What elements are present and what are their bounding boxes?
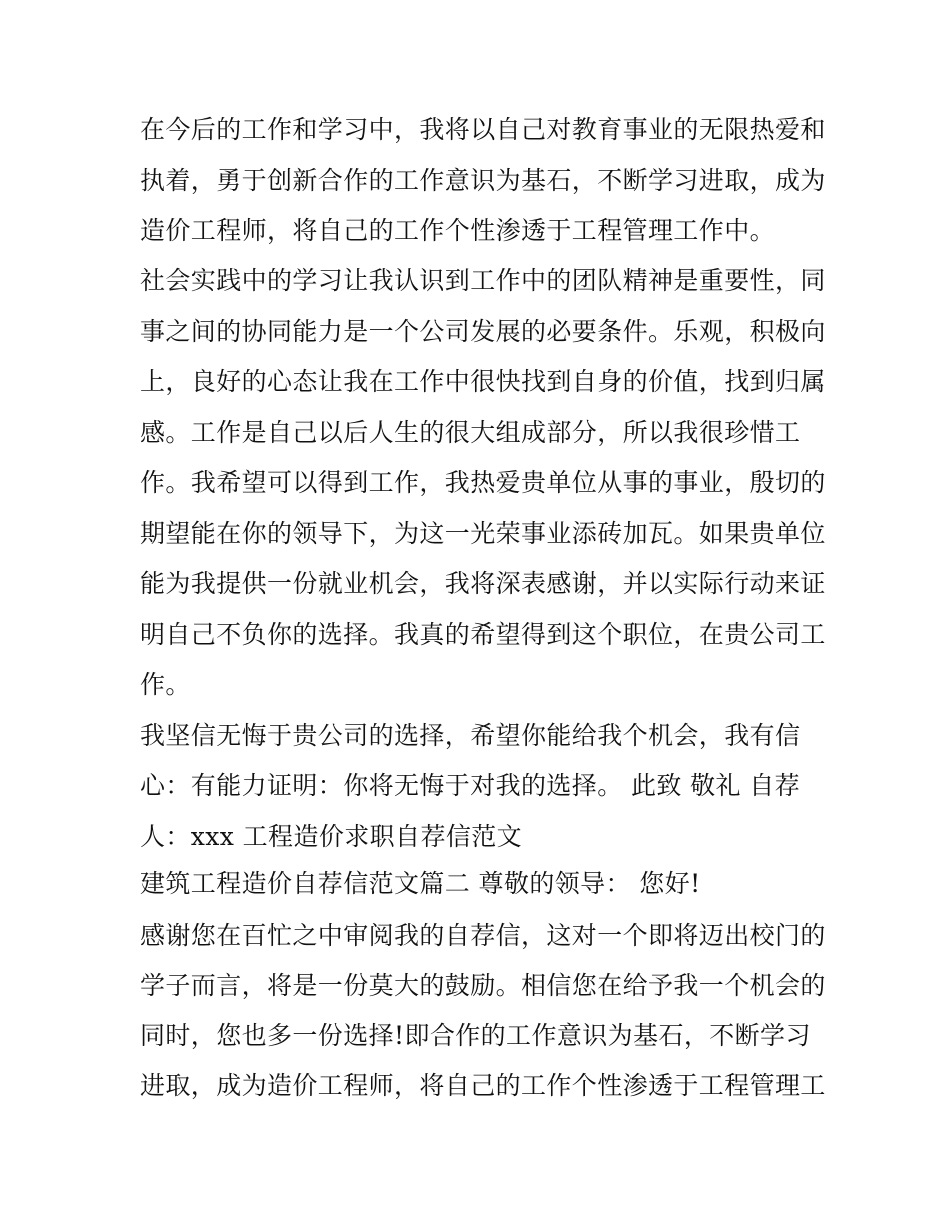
- text-line: 作。我希望可以得到工作，我热爱贵单位从事的事业，殷切的: [140, 468, 826, 497]
- text-line: 人：xxx 工程造价求职自荐信范文: [140, 822, 523, 851]
- text-line: 事之间的协同能力是一个公司发展的必要条件。乐观，积极向: [140, 317, 826, 346]
- text-line: 明自己不负你的选择。我真的希望得到这个职位，在贵公司工: [140, 620, 826, 649]
- text-line: 感谢您在百忙之中审阅我的自荐信，这对一个即将迈出校门的: [140, 921, 826, 950]
- text-line: 期望能在你的领导下，为这一光荣事业添砖加瓦。如果贵单位: [140, 519, 826, 548]
- section-heading-line: 建筑工程造价自荐信范文篇二 尊敬的领导： 您好!: [140, 869, 701, 898]
- text-line: 执着，勇于创新合作的工作意识为基石，不断学习进取，成为: [140, 166, 826, 195]
- text-line: 我坚信无悔于贵公司的选择，希望你能给我个机会，我有信: [140, 721, 801, 750]
- text-line: 学子而言，将是一份莫大的鼓励。相信您在给予我一个机会的: [140, 971, 826, 1000]
- text-line: 感。工作是自己以后人生的很大组成部分，所以我很珍惜工: [140, 418, 801, 447]
- text-line: 能为我提供一份就业机会，我将深表感谢，并以实际行动来证: [140, 569, 826, 598]
- text-line: 在今后的工作和学习中，我将以自己对教育事业的无限热爱和: [140, 115, 826, 144]
- text-line: 上，良好的心态让我在工作中很快找到自身的价值，找到归属: [140, 367, 826, 396]
- text-line: 心：有能力证明：你将无悔于对我的选择。 此致 敬礼 自荐: [140, 771, 801, 800]
- text-line: 进取，成为造价工程师，将自己的工作个性渗透于工程管理工: [140, 1071, 826, 1100]
- text-line: 造价工程师，将自己的工作个性渗透于工程管理工作中。: [140, 216, 776, 245]
- text-line: 社会实践中的学习让我认识到工作中的团队精神是重要性，同: [140, 266, 826, 295]
- text-line: 同时，您也多一份选择!即合作的工作意识为基石，不断学习: [140, 1021, 811, 1050]
- text-line: 作。: [140, 670, 191, 699]
